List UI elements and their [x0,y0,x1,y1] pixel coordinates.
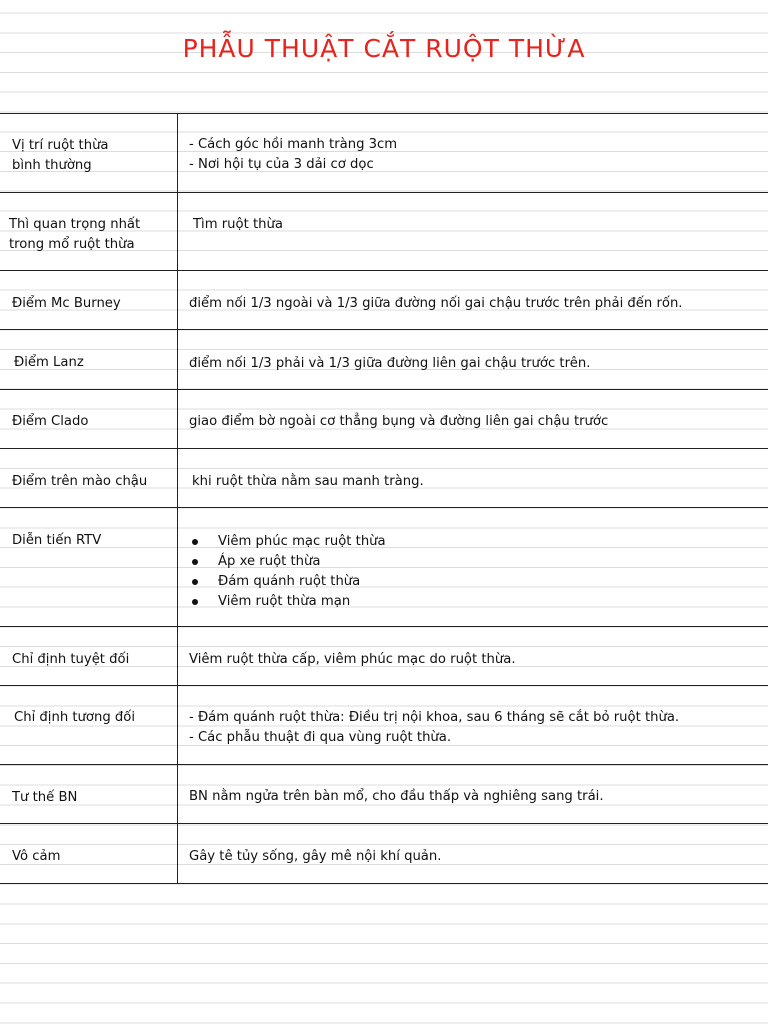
row-value: khi ruột thừa nằm sau manh tràng. [192,474,424,489]
list-item: Áp xe ruột thừa [189,552,386,572]
row-label: Điểm trên mào chậu [12,474,148,489]
list-item: Viêm phúc mạc ruột thừa [189,532,386,552]
bullet-icon [192,559,198,565]
list-item: Viêm ruột thừa mạn [189,592,386,612]
row-value: giao điểm bờ ngoài cơ thẳng bụng và đường liên gai chậu trước [189,414,609,429]
row-label: Điểm Mc Burney [12,296,121,311]
row-value: điểm nối 1/3 phải và 1/3 giữa đường liên gai chậu trước trên. [189,356,591,371]
row-value: điểm nối 1/3 ngoài và 1/3 giữa đường nối gai chậu trước trên phải đến rốn. [189,296,683,311]
row-value: Tìm ruột thừa [193,217,283,232]
row-label: Vị trí ruột thừa bình thường [12,138,109,173]
bullet-icon [192,599,198,605]
row-divider [0,883,768,884]
column-divider [177,113,178,883]
bullet-list [189,532,386,612]
row-divider [0,823,768,824]
page-title: PHẪU THUẬT CẮT RUỘT THỪA [182,34,586,63]
row-value: Gây tê tủy sống, gây mê nội khí quản. [189,849,442,864]
row-value: Viêm ruột thừa cấp, viêm phúc mạc do ruột thừa. [189,652,516,667]
row-divider [0,685,768,686]
row-divider [0,192,768,193]
row-value: - Đám quánh ruột thừa: Điều trị nội khoa, sau 6 tháng sẽ cắt bỏ ruột thừa. - Các phẫu thuật đi qua vùng ruột thừa. [189,710,680,745]
row-divider [0,329,768,330]
row-label: Điểm Clado [12,414,89,429]
row-divider [0,270,768,271]
row-divider [0,626,768,627]
row-label: Điểm Lanz [14,355,84,370]
row-value: BN nằm ngửa trên bàn mổ, cho đầu thấp và nghiêng sang trái. [189,789,604,804]
bullet-icon [192,539,198,545]
row-value: - Cách góc hồi manh tràng 3cm - Nơi hội tụ của 3 dải cơ dọc [189,137,398,172]
row-label: Diễn tiến RTV [12,533,102,548]
row-label: Chỉ định tuyệt đối [12,652,130,667]
row-label: Thì quan trọng nhất trong mổ ruột thừa [9,217,141,252]
list-item: Đám quánh ruột thừa [189,572,386,592]
row-divider [0,113,768,114]
row-divider [0,389,768,390]
row-label: Vô cảm [12,849,61,864]
row-label: Tư thế BN [12,790,78,805]
row-divider [0,448,768,449]
row-divider [0,764,768,765]
bullet-icon [192,579,198,585]
row-label: Chỉ định tương đối [14,710,135,725]
row-divider [0,507,768,508]
